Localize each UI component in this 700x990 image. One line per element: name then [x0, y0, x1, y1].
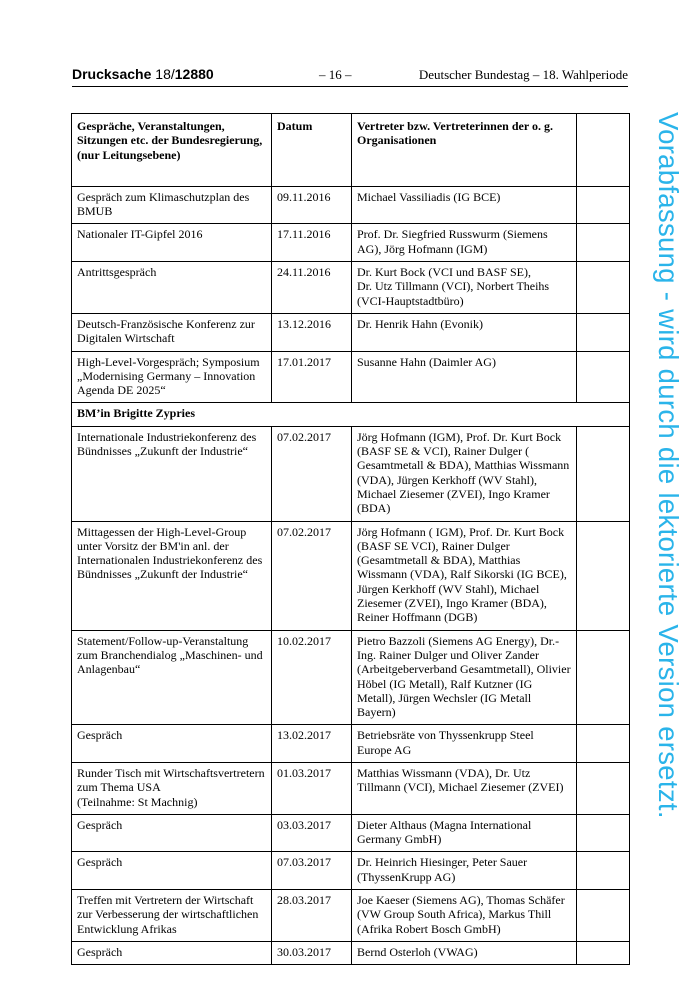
- reps-cell: Dr. Kurt Bock (VCI und BASF SE), Dr. Utz Tillmann (VCI), Norbert Theihs (VCI-Hauptstadtbüro): [352, 262, 577, 314]
- event-cell: Runder Tisch mit Wirtschaftsvertretern zum Thema USA (Teilnahme: St Machnig): [72, 762, 272, 814]
- date-cell: 17.11.2016: [272, 224, 352, 262]
- date-cell: 07.03.2017: [272, 852, 352, 890]
- reps-cell: Dr. Heinrich Hiesinger, Peter Sauer (ThyssenKrupp AG): [352, 852, 577, 890]
- reps-cell: Prof. Dr. Siegfried Russwurm (Siemens AG), Jörg Hofmann (IGM): [352, 224, 577, 262]
- draft-watermark: Vorabfassung - wird durch die lektorierte Version ersetzt.: [653, 112, 684, 819]
- date-cell: 17.01.2017: [272, 351, 352, 403]
- empty-cell: [577, 186, 630, 224]
- event-cell: Mittagessen der High-Level-Group unter Vorsitz der BM'in anl. der Internationalen Industriekonferenz des Bündnisses „Zukunft der Industrie“: [72, 521, 272, 630]
- table-row: [72, 725, 630, 763]
- table-row: [72, 890, 630, 942]
- doc-number: 12880: [174, 66, 214, 82]
- empty-cell: [577, 725, 630, 763]
- date-cell: 28.03.2017: [272, 890, 352, 942]
- empty-cell: [577, 941, 630, 964]
- empty-cell: [577, 890, 630, 942]
- header-representatives: Vertreter bzw. Vertreterinnen der o. g. Organisationen: [352, 114, 577, 187]
- doc-label: Drucksache: [72, 66, 152, 82]
- event-cell: Gespräch: [72, 852, 272, 890]
- table-row: [72, 186, 630, 224]
- event-cell: Gespräch: [72, 814, 272, 852]
- date-cell: 13.12.2016: [272, 313, 352, 351]
- event-cell: High-Level-Vorgespräch; Symposium „Modernising Germany – Innovation Agenda DE 2025“: [72, 351, 272, 403]
- table-row: [72, 941, 630, 964]
- date-cell: 09.11.2016: [272, 186, 352, 224]
- empty-cell: [577, 351, 630, 403]
- empty-cell: [577, 426, 630, 521]
- empty-cell: [577, 852, 630, 890]
- reps-cell: Jörg Hofmann ( IGM), Prof. Dr. Kurt Bock (BASF SE VCI), Rainer Dulger (Gesamtmetall & BDA), Matthias Wissmann (VDA), Ralf Sikorski (IG BCE), Jürgen Kerkhoff (WV Stahl), Michael Ziesemer (ZVEI), Ingo Kramer (BDA), Reiner Hoffmann (DGB): [352, 521, 577, 630]
- table-row: [72, 762, 630, 814]
- date-cell: 01.03.2017: [272, 762, 352, 814]
- event-cell: Internationale Industriekonferenz des Bündnisses „Zukunft der Industrie“: [72, 426, 272, 521]
- event-cell: Gespräch: [72, 725, 272, 763]
- reps-cell: Dr. Henrik Hahn (Evonik): [352, 313, 577, 351]
- table-header-row: [72, 114, 630, 187]
- date-cell: 07.02.2017: [272, 521, 352, 630]
- empty-cell: [577, 313, 630, 351]
- reps-cell: Jörg Hofmann (IGM), Prof. Dr. Kurt Bock (BASF SE & VCI), Rainer Dulger ( Gesamtmetall & BDA), Matthias Wissmann (VDA), Jürgen Kerkhoff (WV Stahl), Michael Ziesemer (ZVEI), Ingo Kramer (BDA): [352, 426, 577, 521]
- reps-cell: Michael Vassiliadis (IG BCE): [352, 186, 577, 224]
- date-cell: 24.11.2016: [272, 262, 352, 314]
- page-header: [72, 66, 628, 87]
- reps-cell: Pietro Bazzoli (Siemens AG Energy), Dr.-Ing. Rainer Dulger und Oliver Zander (Arbeitgeberverband Gesamtmetall), Olivier Höbel (IG Metall), Ralf Kutzner (IG Metall), Jürgen Wechsler (IG Metall Bayern): [352, 630, 577, 725]
- reps-cell: Susanne Hahn (Daimler AG): [352, 351, 577, 403]
- event-cell: Gespräch: [72, 941, 272, 964]
- page-number: – 16 –: [319, 67, 352, 82]
- table-row: [72, 313, 630, 351]
- event-cell: Deutsch-Französische Konferenz zur Digitalen Wirtschaft: [72, 313, 272, 351]
- document-number: [72, 66, 214, 82]
- event-cell: Treffen mit Vertretern der Wirtschaft zur Verbesserung der wirtschaftlichen Entwicklung Afrikas: [72, 890, 272, 942]
- section-heading: BM’in Brigitte Zypries: [72, 403, 630, 426]
- reps-cell: Dieter Althaus (Magna International Germany GmbH): [352, 814, 577, 852]
- date-cell: 13.02.2017: [272, 725, 352, 763]
- empty-cell: [577, 762, 630, 814]
- event-cell: Nationaler IT-Gipfel 2016: [72, 224, 272, 262]
- date-cell: 03.03.2017: [272, 814, 352, 852]
- date-cell: 07.02.2017: [272, 426, 352, 521]
- table-row: [72, 351, 630, 403]
- table-row: [72, 852, 630, 890]
- event-cell: Gespräch zum Klimaschutzplan des BMUB: [72, 186, 272, 224]
- empty-cell: [577, 262, 630, 314]
- table-row: [72, 262, 630, 314]
- doc-period: 18/: [155, 66, 175, 82]
- header-empty: [577, 114, 630, 187]
- meetings-table: [71, 113, 630, 965]
- empty-cell: [577, 814, 630, 852]
- table-row: [72, 224, 630, 262]
- reps-cell: Matthias Wissmann (VDA), Dr. Utz Tillmann (VCI), Michael Ziesemer (ZVEI): [352, 762, 577, 814]
- header-date: Datum: [272, 114, 352, 187]
- date-cell: 10.02.2017: [272, 630, 352, 725]
- reps-cell: Betriebsräte von Thyssenkrupp Steel Europe AG: [352, 725, 577, 763]
- date-cell: 30.03.2017: [272, 941, 352, 964]
- header-events: Gespräche, Veranstaltungen, Sitzungen etc. der Bundesregierung, (nur Leitungsebene): [72, 114, 272, 187]
- reps-cell: Bernd Osterloh (VWAG): [352, 941, 577, 964]
- table-row: [72, 521, 630, 630]
- event-cell: Statement/Follow-up-Veranstaltung zum Branchendialog „Maschinen- und Anlagenbau“: [72, 630, 272, 725]
- empty-cell: [577, 521, 630, 630]
- reps-cell: Joe Kaeser (Siemens AG), Thomas Schäfer (VW Group South Africa), Markus Thill (Afrika Robert Bosch GmbH): [352, 890, 577, 942]
- table-row: [72, 426, 630, 521]
- table-row: [72, 630, 630, 725]
- section-row: [72, 403, 630, 426]
- empty-cell: [577, 630, 630, 725]
- empty-cell: [577, 224, 630, 262]
- parliament-period: Deutscher Bundestag – 18. Wahlperiode: [418, 67, 628, 82]
- event-cell: Antrittsgespräch: [72, 262, 272, 314]
- table-row: [72, 814, 630, 852]
